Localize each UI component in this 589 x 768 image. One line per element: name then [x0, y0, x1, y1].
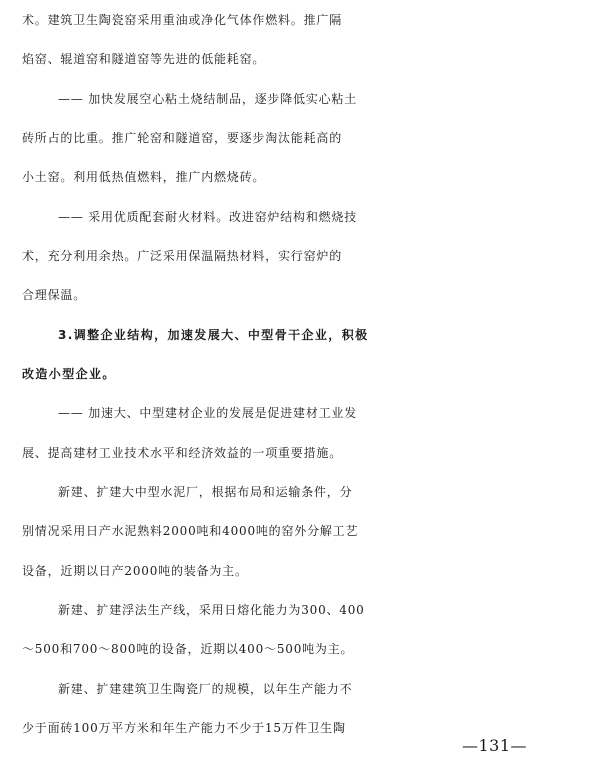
text-line: —— 采用优质配套耐火材料。改进窑炉结构和燃烧技	[58, 210, 358, 224]
text-line: 术。建筑卫生陶瓷窑采用重油或净化气体作燃料。推广隔	[22, 13, 343, 27]
section-heading: 3.调整企业结构，加速发展大、中型骨干企业，积极	[58, 328, 369, 342]
text-line: 设备，近期以日产2000吨的装备为主。	[22, 564, 248, 578]
text-line: 新建、扩建建筑卫生陶瓷厂的规模，以年生产能力不	[58, 682, 353, 696]
text-line: 小土窑。利用低热值燃料，推广内燃烧砖。	[22, 170, 266, 184]
text-line: 焰窑、辊道窑和隧道窑等先进的低能耗窑。	[22, 52, 266, 66]
text-line: ～500和700～800吨的设备，近期以400～500吨为主。	[22, 642, 354, 656]
text-line: —— 加快发展空心粘土烧结制品，逐步降低实心粘土	[58, 92, 358, 106]
text-line: 别情况采用日产水泥熟料2000吨和4000吨的窑外分解工艺	[22, 524, 359, 538]
text-line: 合理保温。	[22, 288, 87, 302]
text-line: 术，充分利用余热。广泛采用保温隔热材料，实行窑炉的	[22, 249, 343, 263]
text-line: 少于面砖100万平方米和年生产能力不少于15万件卫生陶	[22, 721, 346, 735]
text-line: 展、提高建材工业技术水平和经济效益的一项重要措施。	[22, 446, 343, 460]
section-heading: 改造小型企业。	[22, 367, 116, 381]
text-line: 新建、扩建大中型水泥厂，根据布局和运输条件，分	[58, 485, 353, 499]
page-number: —131—	[461, 736, 527, 755]
text-line: —— 加速大、中型建材企业的发展是促进建材工业发	[58, 406, 358, 420]
text-line: 新建、扩建浮法生产线，采用日熔化能力为300、400	[58, 603, 365, 617]
text-line: 砖所占的比重。推广轮窑和隧道窑，要逐步淘汰能耗高的	[22, 131, 343, 145]
